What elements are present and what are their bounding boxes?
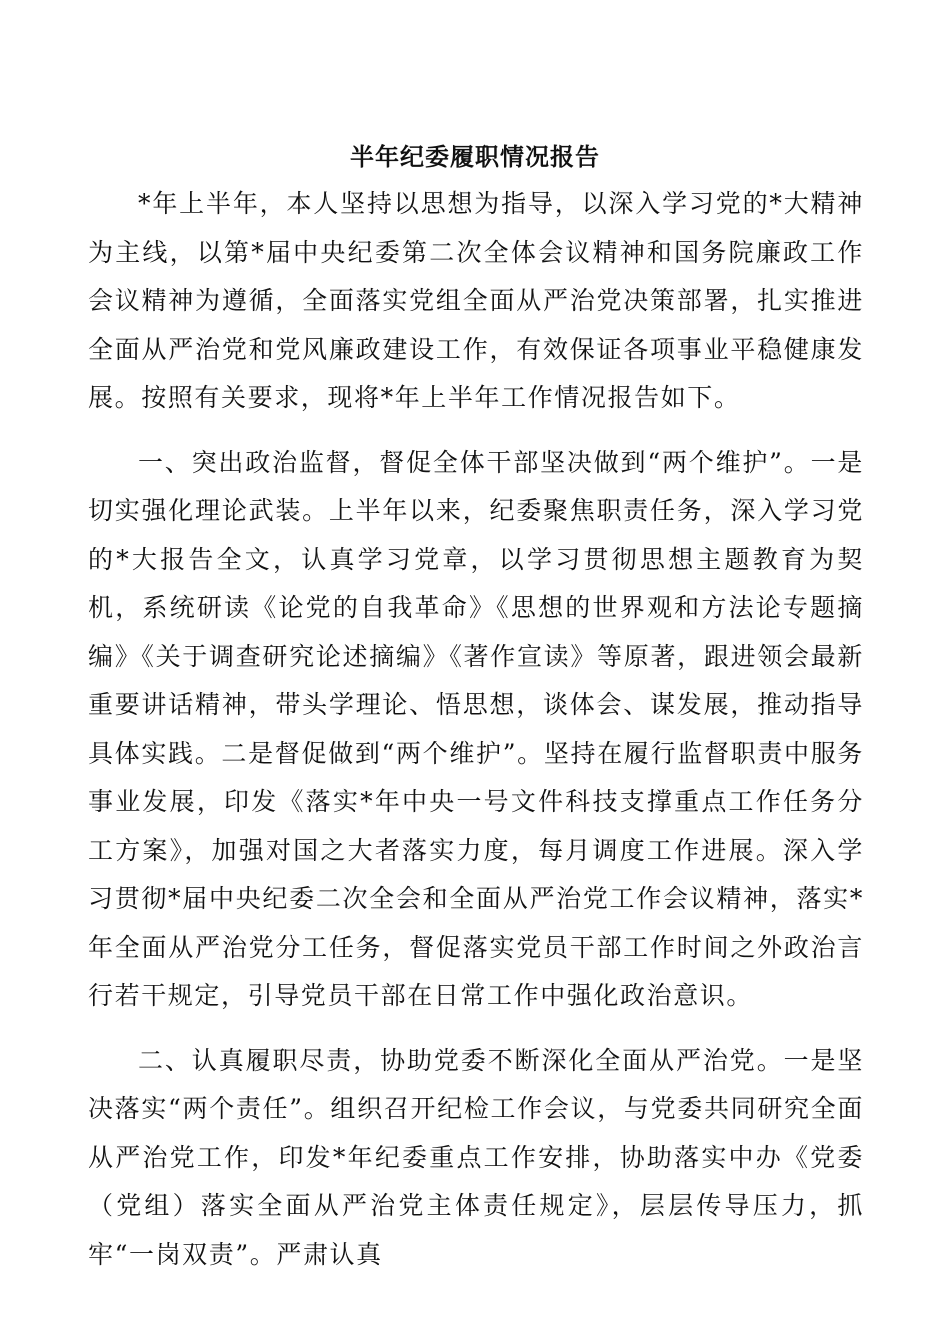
document-title: 半年纪委履职情况报告 <box>350 142 600 171</box>
paragraph-intro: *年上半年，本人坚持以思想为指导，以深入学习党的*大精神为主线，以第*届中央纪委第二次全体会议精神和国务院廉政工作会议精神为遵循，全面落实党组全面从严治党决策部署，扎实推进全面从严治党和党风廉政建设工作，有效保证各项事业平稳健康发展。按照有关要求，现将*年上半年工作情况报告如下。 <box>88 189 864 412</box>
paragraph-section-one: 一、突出政治监督，督促全体干部坚决做到“两个维护”。一是切实强化理论武装。上半年以来，纪委聚焦职责任务，深入学习党的*大报告全文，认真学习党章，以学习贯彻思想主题教育为契机，系统研读《论党的自我革命》《思想的世界观和方法论专题摘编》《关于调查研究论述摘编》《著作宣读》等原著，跟进领会最新重要讲话精神，带头学理论、悟思想，谈体会、谋发展，推动指导具体实践。二是督促做到“两个维护”。坚持在履行监督职责中服务事业发展，印发《落实*年中央一号文件科技支撑重点工作任务分工方案》，加强对国之大者落实力度，每月调度工作进展。深入学习贯彻*届中央纪委二次全会和全面从严治党工作会议精神，落实*年全面从严治党分工任务，督促落实党员干部工作时间之外政治言行若干规定，引导党员干部在日常工作中强化政治意识。 <box>88 447 864 1010</box>
document-body <box>88 180 864 1295</box>
paragraph-section-two: 二、认真履职尽责，协助党委不断深化全面从严治党。一是坚决落实“两个责任”。组织召开纪检工作会议，与党委共同研究全面从严治党工作，印发*年纪委重点工作安排，协助落实中办《党委（党组）落实全面从严治党主体责任规定》，层层传导压力，抓牢“一岗双责”。严肃认真 <box>88 1045 864 1269</box>
